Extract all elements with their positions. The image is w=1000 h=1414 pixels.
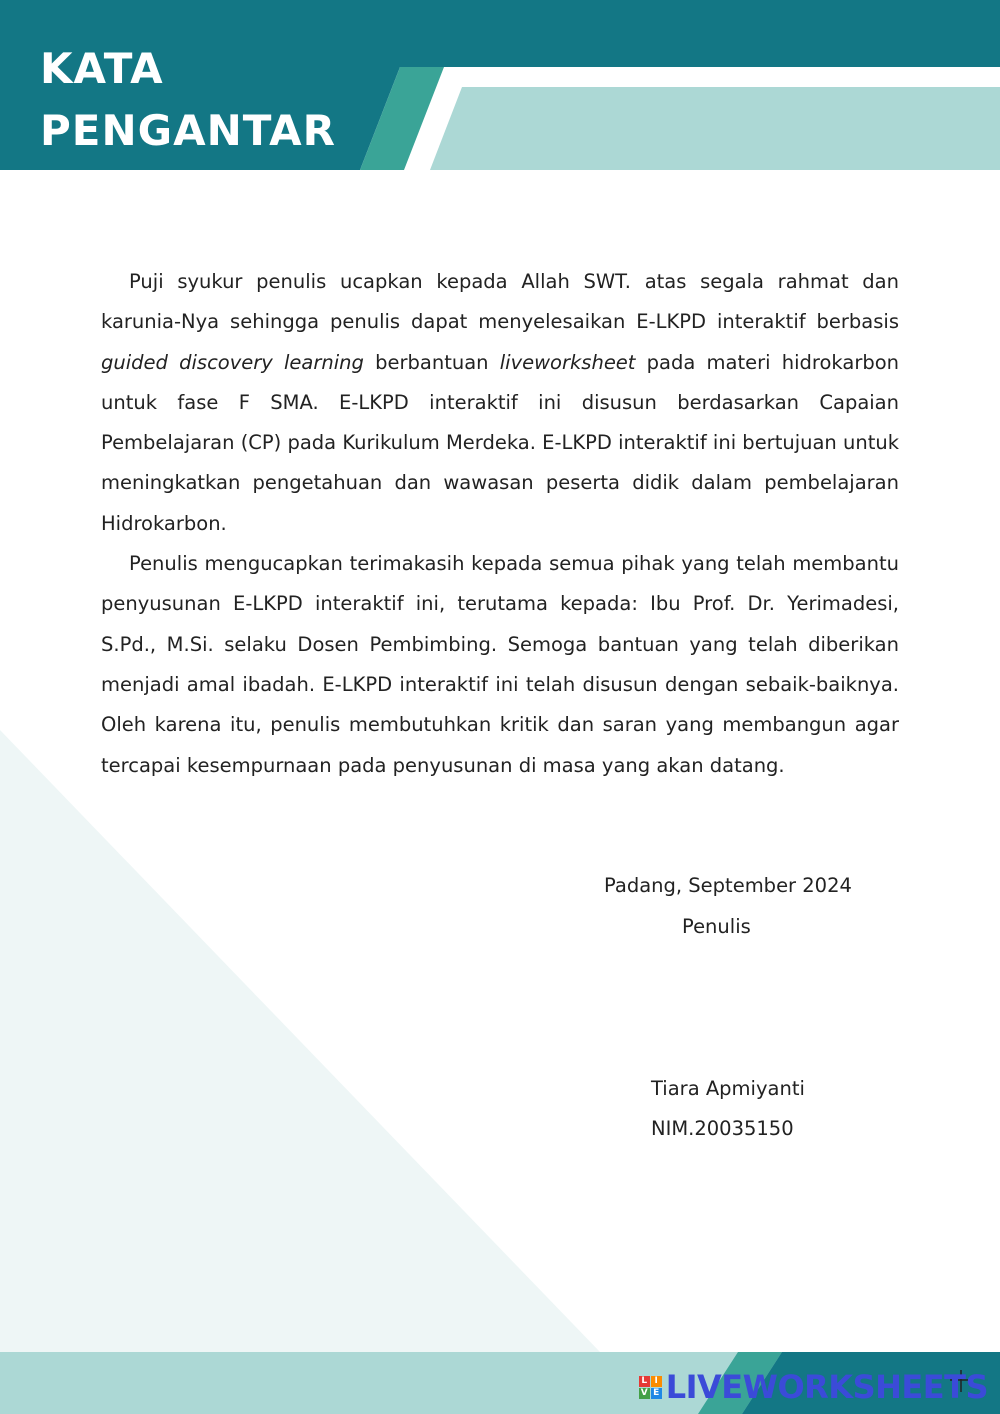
paragraph-1-italic-2: liveworksheet [499, 350, 636, 374]
signature-name: Tiara Apmiyanti [651, 1077, 805, 1100]
pale-diagonal-shape [0, 730, 600, 1352]
live-badge-letter-i: I [651, 1376, 662, 1387]
signature-place-date: Padang, September 2024 [604, 874, 852, 897]
foreword-body [101, 262, 899, 786]
paragraph-2: Penulis mengucapkan terimakasih kepada semua pihak yang telah membantu penyusunan E-LKPD interaktif ini, terutama kepada: Ibu Prof. Dr. Yerimadesi, S.Pd., M.Si. selaku Dosen Pembimbing. Semoga bantuan yang telah diberikan menjadi amal ibadah. E-LKPD interaktif ini telah disusun dengan sebaik-baiknya. Oleh karena itu, penulis membutuhkan kritik dan saran yang membangun agar tercapai kesempurnaan pada penyusunan di masa yang akan datang. [101, 552, 899, 777]
live-badge-letter-l: L [639, 1376, 650, 1387]
signature-nim: NIM.20035150 [651, 1117, 794, 1140]
liveworksheets-wordmark: LIVEWORKSHEETS [665, 1368, 988, 1406]
page-title [40, 38, 336, 162]
live-badge-icon [639, 1376, 662, 1399]
header-light-panel [430, 87, 1000, 170]
live-badge-letter-v: V [639, 1388, 650, 1399]
paragraph-1 [101, 262, 899, 544]
page-title-line1: KATA [40, 44, 164, 93]
live-badge-letter-e: E [651, 1388, 662, 1399]
signature-role: Penulis [682, 915, 751, 938]
paragraph-1-italic-1: guided discovery learning [101, 350, 364, 374]
paragraph-1-text-b: berbantuan [363, 350, 500, 374]
page-title-line2: PENGANTAR [40, 106, 336, 155]
paragraph-1-text-c: pada materi hidrokarbon untuk fase F SMA. E-LKPD interaktif ini disusun berdasarkan Capaian Pembelajaran (CP) pada Kurikulum Merdeka. E-LKPD interaktif ini bertujuan untuk meningkatkan pengetahuan dan wawasan peserta didik dalam pembelajaran Hidrokarbon. [101, 350, 900, 535]
paragraph-1-text-a: Puji syukur penulis ucapkan kepada Allah SWT. atas segala rahmat dan karunia-Nya sehingga penulis dapat menyelesaikan E-LKPD interaktif berbasis [101, 270, 899, 334]
liveworksheets-logo [639, 1368, 988, 1406]
